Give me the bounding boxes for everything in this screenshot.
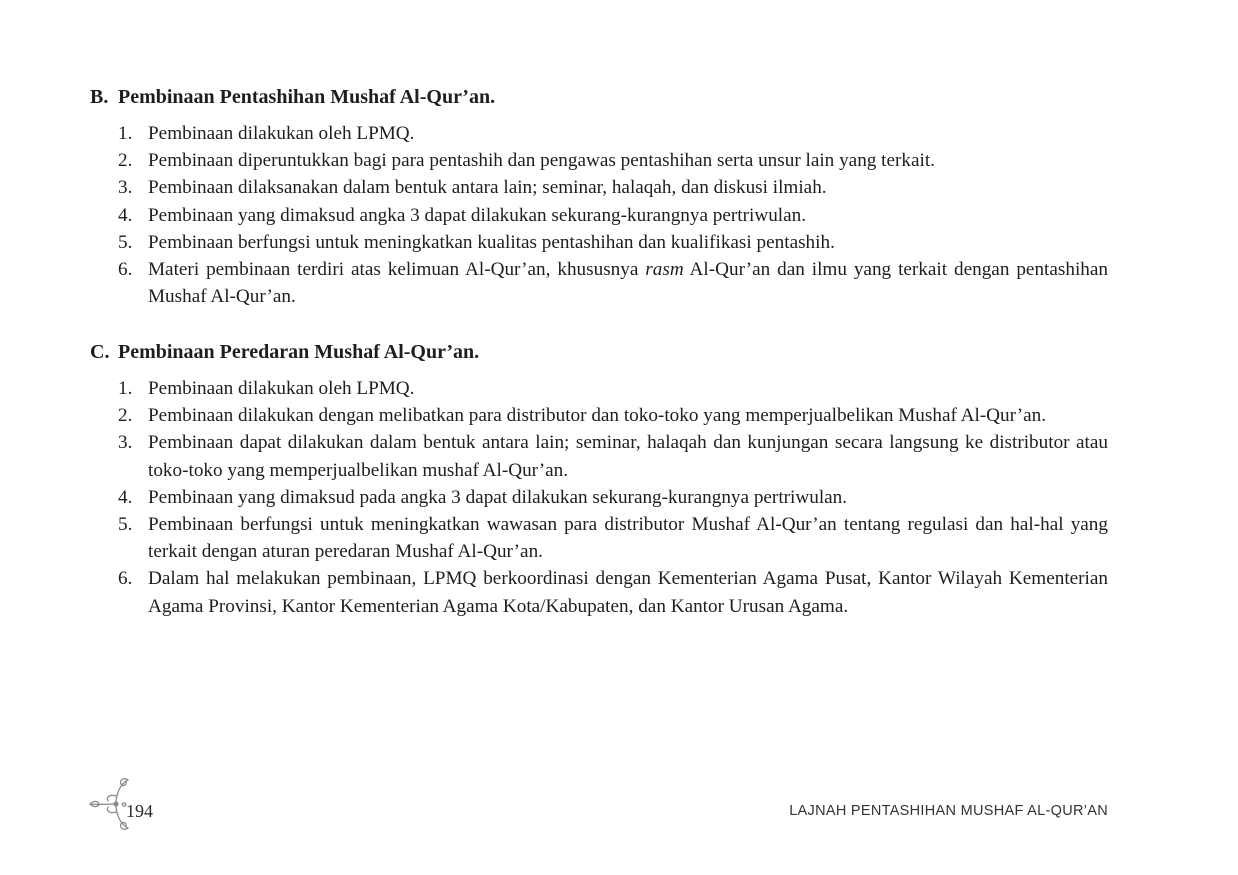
item-text: Pembinaan dilakukan oleh LPMQ. xyxy=(148,378,415,399)
section-b-heading xyxy=(90,84,1108,111)
item-text: Dalam hal melakukan pembinaan, LPMQ berkoordinasi dengan Kementerian Agama Pusat, Kantor Wilayah Kementerian Agama Provinsi, Kantor Kementerian Agama Kota/Kabupaten, dan Kantor Urusan Agama. xyxy=(148,568,1108,617)
list-item xyxy=(90,174,1108,201)
section-b-list xyxy=(90,120,1108,310)
item-number: 4. xyxy=(118,486,133,508)
item-number: 2. xyxy=(118,150,133,172)
list-item xyxy=(90,256,1108,310)
list-item xyxy=(90,120,1108,147)
list-item xyxy=(90,375,1108,402)
item-number: 6. xyxy=(118,259,133,281)
item-text: Pembinaan dapat dilakukan dalam bentuk antara lain; seminar, halaqah dan kunjungan secara langsung ke distributor atau toko-toko yang memperjualbelikan mushaf Al-Qur’an. xyxy=(148,432,1108,481)
list-item xyxy=(90,511,1108,565)
item-number: 1. xyxy=(118,123,133,144)
item-text-after: Al-Qur’an dan ilmu yang terkait dengan pentashihan Mushaf Al-Qur’an. xyxy=(148,259,1108,308)
section-c-heading xyxy=(90,339,1108,366)
list-item xyxy=(90,229,1108,256)
section-c-title: Pembinaan Peredaran Mushaf Al-Qur’an. xyxy=(118,341,480,363)
item-text: Pembinaan diperuntukkan bagi para pentashih dan pengawas pentashihan serta unsur lain yang terkait. xyxy=(148,150,935,172)
list-item xyxy=(90,202,1108,229)
item-number: 2. xyxy=(118,405,133,427)
section-c xyxy=(90,339,1108,620)
item-number: 5. xyxy=(118,514,133,536)
section-b-letter: B. xyxy=(90,86,109,108)
item-text: Pembinaan berfungsi untuk meningkatkan kualitas pentashihan dan kualifikasi pentashih. xyxy=(148,231,835,253)
item-text: Pembinaan yang dimaksud pada angka 3 dapat dilakukan sekurang-kurangnya pertriwulan. xyxy=(148,486,848,508)
item-text-before: Materi pembinaan terdiri atas kelimuan Al-Qur’an, khususnya xyxy=(148,259,646,281)
item-text: Pembinaan dilakukan dengan melibatkan para distributor dan toko-toko yang memperjualbelikan Mushaf Al-Qur’an. xyxy=(148,405,1047,427)
running-title: LAJNAH PENTASHIHAN MUSHAF AL-QUR’AN xyxy=(789,803,1108,819)
floral-corner-ornament-icon xyxy=(86,774,130,834)
section-c-letter: C. xyxy=(90,341,110,363)
item-text-italic: rasm xyxy=(645,259,684,281)
item-number: 6. xyxy=(118,568,133,590)
list-item xyxy=(90,565,1108,619)
item-number: 5. xyxy=(118,231,133,253)
list-item xyxy=(90,429,1108,483)
list-item xyxy=(90,484,1108,511)
section-c-list xyxy=(90,375,1108,620)
item-text: Pembinaan berfungsi untuk meningkatkan wawasan para distributor Mushaf Al-Qur’an tentang regulasi dan hal-hal yang terkait dengan aturan peredaran Mushaf Al-Qur’an. xyxy=(148,514,1108,563)
item-number: 4. xyxy=(118,204,133,226)
item-text: Pembinaan dilaksanakan dalam bentuk antara lain; seminar, halaqah, dan diskusi ilmiah. xyxy=(148,177,827,199)
item-text: Pembinaan yang dimaksud angka 3 dapat dilakukan sekurang-kurangnya pertriwulan. xyxy=(148,204,807,226)
item-number: 3. xyxy=(118,177,133,199)
list-item xyxy=(90,147,1108,174)
page-number: 194 xyxy=(126,801,153,821)
item-text: Pembinaan dilakukan oleh LPMQ. xyxy=(148,123,415,144)
item-number: 3. xyxy=(118,432,133,454)
list-item xyxy=(90,402,1108,429)
section-b xyxy=(90,84,1108,310)
item-number: 1. xyxy=(118,378,133,399)
section-b-title: Pembinaan Pentashihan Mushaf Al-Qur’an. xyxy=(118,86,496,108)
